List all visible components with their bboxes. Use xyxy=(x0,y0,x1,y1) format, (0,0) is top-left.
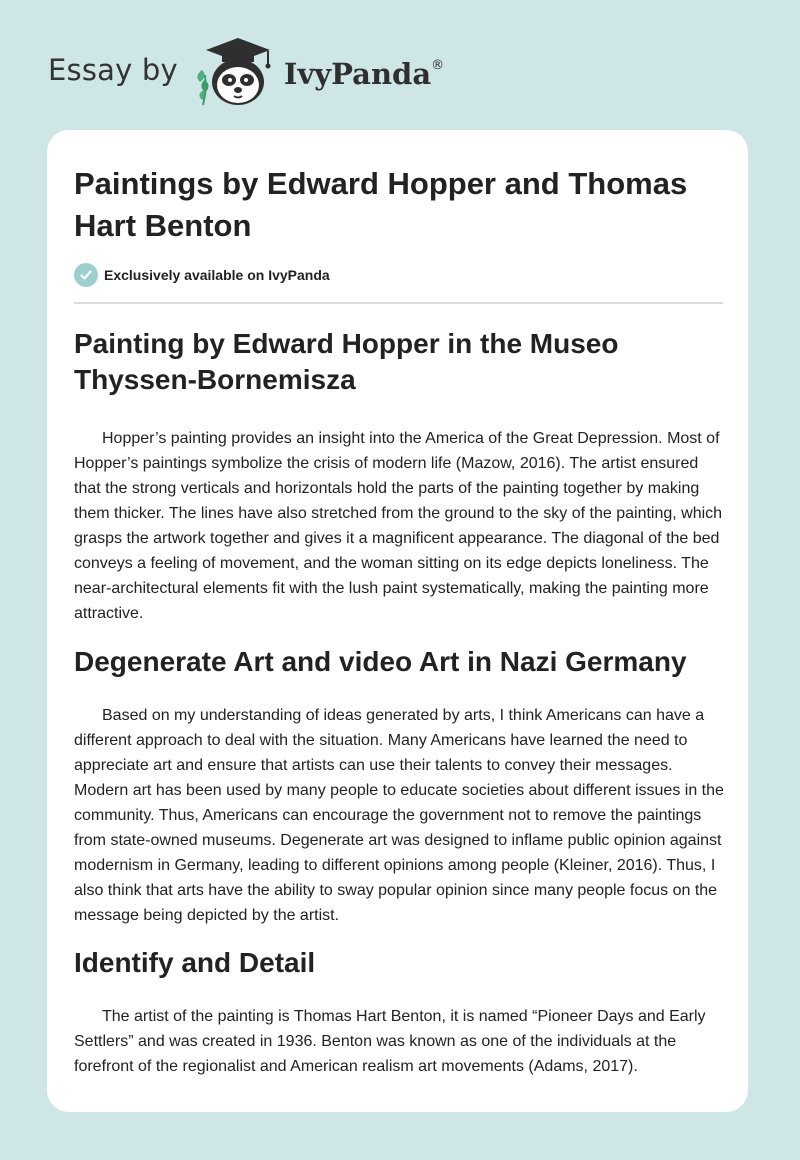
section-paragraph: Based on my understanding of ideas generated by arts, I think Americans can have a different approach to deal with the situation. Many Americans have learned the need to appreciate art and ensure that artists can use their talents to convey their messages. Modern art has been used by many people to educate societies about different issues in the community. Thus, Americans can encourage the government not to remove the paintings from state-owned museums. Degenerate art was designed to inflame public opinion against modernism in Germany, leading to different opinions among people (Kleiner, 2016). Thus, I also think that arts have the ability to sway popular opinion since many people focus on the message being depicted by the artist. xyxy=(74,707,724,924)
panda-logo-icon[interactable] xyxy=(192,30,282,110)
site-header xyxy=(48,30,444,110)
check-icon xyxy=(74,263,98,287)
section-paragraph: The artist of the painting is Thomas Hart Benton, it is named “Pioneer Days and Early Settlers” and was created in 1936. Benton was known as one of the individuals at the forefront of the regionalist and American realism art movements (Adams, 2017). xyxy=(74,1008,706,1075)
brand-name[interactable]: IvyPanda® xyxy=(283,57,445,91)
divider xyxy=(74,302,723,304)
page-title: Paintings by Edward Hopper and Thomas Hart Benton xyxy=(74,166,688,243)
essay-card xyxy=(47,130,748,1112)
section-heading: Identify and Detail xyxy=(74,947,316,978)
exclusive-badge xyxy=(74,263,330,287)
badge-label: Exclusively available on IvyPanda xyxy=(104,267,330,283)
section-heading: Painting by Edward Hopper in the Museo Thyssen-Bornemisza xyxy=(74,328,619,395)
section-paragraph: Hopper’s painting provides an insight into the America of the Great Depression. Most of Hopper’s paintings symbolize the crisis of modern life (Mazow, 2016). The artist ensured that the strong verticals and horizontals hold the parts of the painting together by making them thicker. The lines have also stretched from the ground to the sky of the painting, which grasps the artwork together and gives it a magnificent appearance. The diagonal of the bed conveys a feeling of movement, and the woman sitting on its edge depicts loneliness. The near-architectural elements fit with the lush paint systematically, making the painting more attractive. xyxy=(74,430,723,622)
essay-by-label: Essay by xyxy=(48,53,178,87)
section-heading: Degenerate Art and video Art in Nazi Germany xyxy=(74,646,687,677)
